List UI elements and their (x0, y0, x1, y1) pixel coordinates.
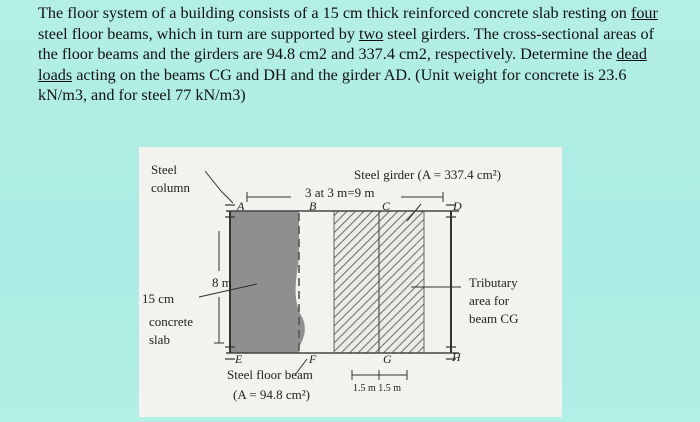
span-label: 8 m (212, 275, 232, 290)
tributary-label-1: Tributary (469, 275, 518, 290)
node-b-label: B (309, 199, 317, 213)
node-a-label: A (237, 199, 245, 213)
steel-column-label-1: Steel (151, 162, 177, 177)
node-f-label: F (309, 352, 317, 366)
half-spacing-label: 1.5 m 1.5 m (353, 383, 402, 394)
problem-text-2: steel floor beams, which in turn are supported by (38, 24, 359, 43)
slab-label-1: 15 cm (142, 291, 175, 306)
floor-plan-figure (139, 147, 562, 417)
problem-underline-two: two (358, 24, 384, 43)
problem-underline-dead-loads: dead loads (38, 45, 647, 84)
spacing-label: 3 at 3 m=9 m (305, 185, 375, 200)
node-d-label: D (453, 199, 462, 213)
steel-column-label-2: column (151, 180, 190, 195)
problem-text-3: steel girders. The cross-sectional areas of the floor beams and the girders are 94.8 cm2 and 337.4 cm2, respectively. Determine the (38, 24, 654, 64)
leader-steel-column (205, 171, 221, 191)
slab-label-2: concrete (149, 314, 194, 329)
tributary-label-3: beam CG (469, 311, 519, 326)
slab-shaded-region (230, 211, 305, 353)
node-g-label: G (383, 352, 392, 366)
problem-statement (38, 3, 666, 106)
tributary-label-2: area for (469, 293, 510, 308)
beam-label-1: Steel floor beam (227, 367, 313, 382)
problem-underline-four: four (630, 4, 658, 22)
beam-label-2: (A = 94.8 cm²) (233, 387, 310, 402)
node-e-label: E (235, 352, 243, 366)
slab-label-3: slab (149, 332, 170, 347)
node-h-label: H (452, 350, 461, 364)
problem-text-1: The floor system of a building consists of a 15 cm thick reinforced concrete slab resting on (38, 4, 631, 22)
problem-text-4: acting on the beams CG and DH and the girder AD. (Unit weight for concrete is 23.6 kN/m3, and for steel 77 kN/m3) (38, 65, 627, 105)
node-c-label: C (382, 199, 391, 213)
girder-label: Steel girder (A = 337.4 cm²) (354, 167, 501, 182)
